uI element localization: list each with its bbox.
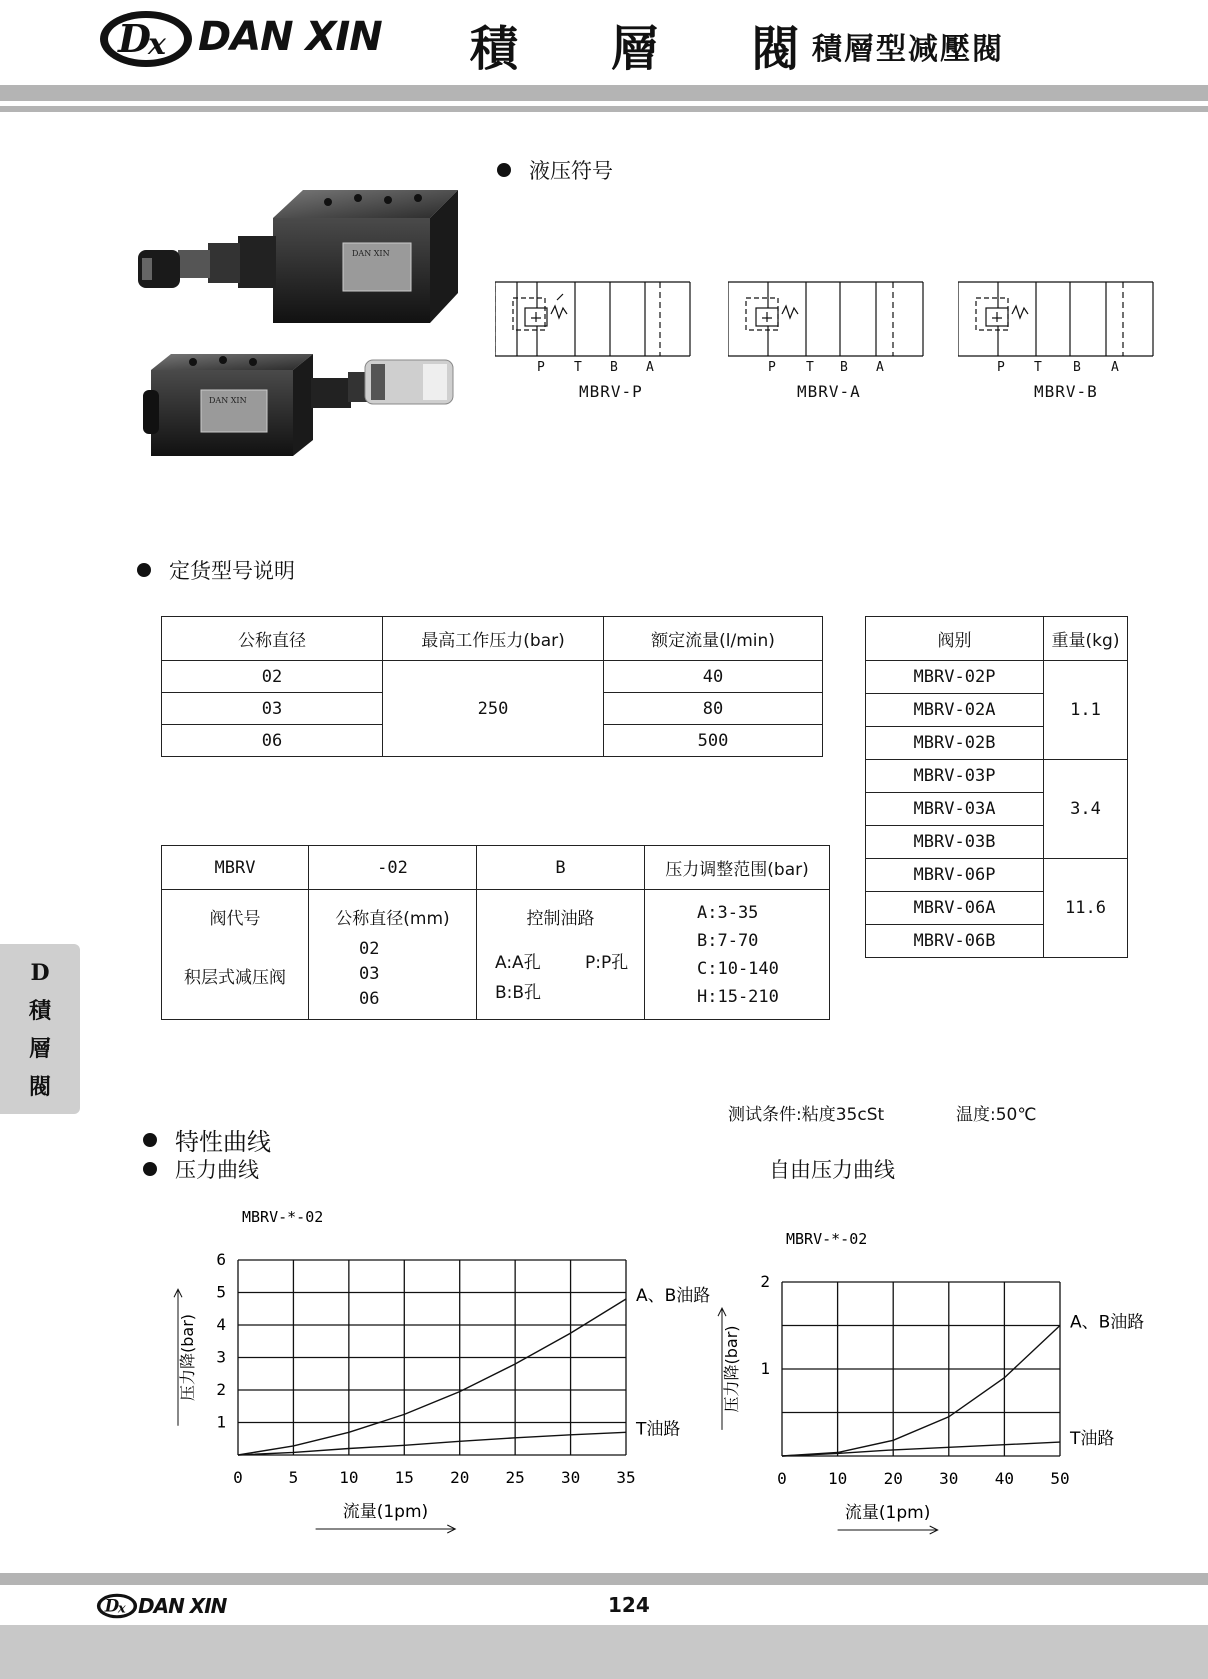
symbol-p-port-a: A: [646, 360, 654, 375]
symbol-b-port-b: B: [1073, 360, 1081, 375]
y-tick-label: 1: [760, 1359, 770, 1378]
spec-table: [161, 616, 823, 757]
symbol-a-port-p: P: [768, 360, 776, 375]
weight-model: MBRV-02A: [866, 694, 1044, 727]
nameplate-label-2: DAN XIN: [209, 396, 247, 405]
side-tab: [0, 944, 80, 1114]
nameplate-label: DAN XIN: [352, 249, 390, 258]
spec-size-06: 06: [162, 725, 383, 757]
symbol-p-port-p: P: [537, 360, 545, 375]
code-pressure-range: 压力调整范围(bar): [645, 846, 830, 890]
y-tick-label: 5: [216, 1282, 226, 1302]
pressure-chart-2: [700, 1215, 1200, 1540]
symbol-a-port-a: A: [876, 360, 884, 375]
page-title: 積 層 閥: [470, 21, 838, 77]
pressure-curve-heading: 压力曲线: [143, 1154, 259, 1184]
symbol-a-port-b: B: [840, 360, 848, 375]
code-col3: [477, 890, 645, 1020]
svg-text:D: D: [118, 16, 151, 61]
series-line: [782, 1326, 1060, 1457]
spec-flow-03: 80: [604, 693, 823, 725]
spec-flow-02: 40: [604, 661, 823, 693]
weight-table: [865, 616, 1128, 958]
brand-name: DAN XIN: [198, 14, 382, 60]
code-size: -02: [309, 846, 477, 890]
symbol-a-port-t: T: [806, 360, 814, 375]
series-label: T油路: [1070, 1429, 1115, 1450]
x-tick-label: 0: [233, 1468, 243, 1487]
valve-photo-top: [138, 188, 468, 328]
weight-model: MBRV-03B: [866, 826, 1044, 859]
x-tick-label: 10: [827, 1469, 848, 1488]
x-tick-label: 30: [939, 1469, 959, 1488]
test-condition: 测试条件:粘度35cSt: [728, 1105, 885, 1125]
spec-pressure: 250: [383, 661, 604, 757]
hydraulic-symbol-a: [728, 278, 928, 373]
spec-header-flow: 额定流量(l/min): [604, 617, 823, 661]
x-tick-label: 30: [560, 1468, 581, 1487]
weight-model: MBRV-06P: [866, 859, 1044, 892]
x-tick-label: 0: [777, 1469, 787, 1488]
y-axis-label: 压力降(bar): [722, 1325, 741, 1413]
code-col4: [645, 890, 830, 1020]
svg-text:D: D: [104, 1595, 120, 1616]
y-axis-label: 压力降(bar): [178, 1313, 197, 1402]
range-option: B:7-70: [697, 930, 759, 951]
x-tick-label: 5: [288, 1468, 299, 1487]
free-pressure-heading: 自由压力曲线: [769, 1158, 895, 1182]
side-tab-char: 層: [28, 1036, 51, 1062]
x-tick-label: 20: [883, 1469, 903, 1488]
range-option: A:3-35: [697, 902, 759, 923]
x-tick-label: 20: [450, 1468, 470, 1487]
code-series: MBRV: [162, 846, 309, 890]
svg-text:x: x: [148, 27, 166, 62]
svg-text:x: x: [117, 1601, 126, 1617]
y-tick-label: 3: [216, 1347, 226, 1367]
weight-06: 11.6: [1044, 859, 1128, 958]
x-tick-label: 10: [339, 1468, 359, 1487]
page-number: 124: [608, 1593, 650, 1617]
series-label: T油路: [636, 1419, 681, 1440]
size-option: 03: [359, 964, 380, 984]
symbol-b-port-a: A: [1111, 360, 1119, 375]
side-tab-char: 閥: [28, 1074, 51, 1100]
weight-model: MBRV-03A: [866, 793, 1044, 826]
symbol-b-port-p: P: [997, 360, 1005, 375]
danxin-logo-icon: [98, 8, 194, 70]
chart-title: MBRV-*-02: [786, 1230, 868, 1248]
code-col1: [162, 890, 309, 1020]
spec-header-size: 公称直径: [162, 617, 383, 661]
model-code-table: [161, 845, 830, 1020]
weight-model: MBRV-06B: [866, 925, 1044, 958]
x-tick-label: 15: [394, 1468, 414, 1487]
weight-header-weight: 重量(kg): [1044, 617, 1128, 661]
symbol-p-port-b: B: [610, 360, 618, 375]
weight-03: 3.4: [1044, 760, 1128, 859]
footer-brand: DAN XIN: [138, 1594, 227, 1618]
code-col2: [309, 890, 477, 1020]
y-tick-label: 6: [216, 1250, 226, 1269]
symbol-b-port-t: T: [1034, 360, 1042, 375]
symbol-caption-a: MBRV-A: [797, 382, 861, 401]
circuit-option-b: B:B孔: [495, 983, 542, 1003]
range-option: H:15-210: [697, 986, 779, 1007]
header-divider: [0, 85, 1208, 101]
size-option: 06: [359, 989, 380, 1009]
nominal-size-label: 公称直径(mm): [335, 909, 450, 929]
weight-model: MBRV-02P: [866, 661, 1044, 694]
symbol-p-port-t: T: [574, 360, 582, 375]
spec-size-03: 03: [162, 693, 383, 725]
pressure-chart-1: [150, 1210, 750, 1540]
side-tab-char: D: [30, 960, 50, 986]
weight-model: MBRV-03P: [866, 760, 1044, 793]
x-tick-label: 25: [505, 1468, 525, 1487]
hydraulic-symbol-b: [958, 278, 1158, 373]
series-line: [238, 1432, 626, 1455]
size-option: 02: [359, 939, 380, 959]
footer-band: [0, 1625, 1208, 1679]
side-tab-char: 積: [28, 998, 51, 1024]
y-tick-label: 4: [216, 1315, 226, 1334]
code-circuit: B: [477, 846, 645, 890]
valve-code-label: 阀代号: [209, 909, 261, 929]
hydraulic-symbol-heading: 液压符号: [497, 155, 613, 185]
series-line: [782, 1442, 1060, 1456]
circuit-option-a: A:A孔: [495, 953, 541, 973]
range-option: C:10-140: [697, 958, 779, 979]
footer-divider: [0, 1573, 1208, 1585]
characteristic-heading: 特性曲线: [143, 1122, 271, 1157]
series-line: [238, 1299, 626, 1455]
control-circuit-label: 控制油路: [526, 909, 595, 929]
page-subtitle: 積層型减壓閥: [812, 32, 1004, 67]
x-tick-label: 40: [994, 1469, 1015, 1488]
test-temperature: 温度:50℃: [956, 1105, 1037, 1125]
weight-model: MBRV-06A: [866, 892, 1044, 925]
weight-model: MBRV-02B: [866, 727, 1044, 760]
symbol-caption-p: MBRV-P: [579, 382, 643, 401]
y-tick-label: 2: [216, 1380, 226, 1399]
header-divider-thin: [0, 106, 1208, 112]
spec-size-02: 02: [162, 661, 383, 693]
danxin-footer-logo-icon: [96, 1592, 138, 1620]
y-tick-label: 1: [216, 1412, 226, 1432]
chart-title: MBRV-*-02: [242, 1210, 324, 1226]
x-axis-label: 流量(1pm): [342, 1502, 429, 1522]
spec-flow-06: 500: [604, 725, 823, 757]
x-tick-label: 50: [1050, 1469, 1070, 1488]
symbol-caption-b: MBRV-B: [1034, 382, 1098, 401]
order-heading: 定货型号说明: [137, 555, 295, 585]
spec-header-pressure: 最高工作压力(bar): [383, 617, 604, 661]
y-tick-label: 2: [760, 1272, 770, 1291]
series-label: A、B油路: [1070, 1312, 1145, 1333]
x-tick-label: 35: [616, 1468, 636, 1487]
circuit-option-p: P:P孔: [585, 953, 629, 973]
weight-header-model: 阀别: [866, 617, 1044, 661]
valve-photo-bottom: [143, 350, 463, 460]
series-label: A、B油路: [636, 1286, 711, 1306]
valve-desc: 积层式减压阀: [184, 968, 286, 988]
x-axis-label: 流量(1pm): [844, 1503, 931, 1523]
weight-02: 1.1: [1044, 661, 1128, 760]
